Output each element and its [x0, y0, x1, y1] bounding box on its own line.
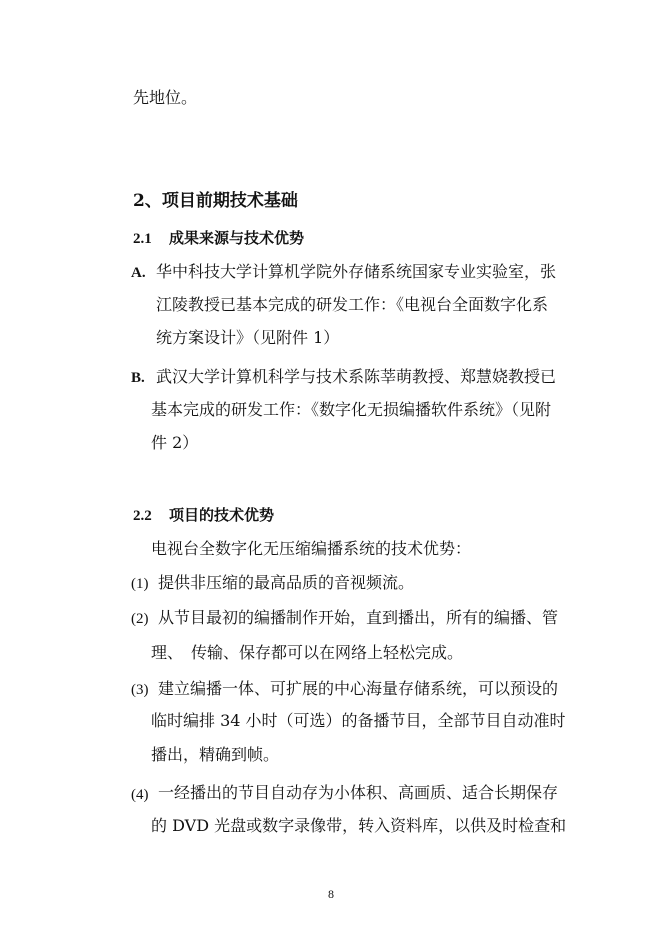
item-a-line-3: 统方案设计》（见附件 1） — [156, 328, 340, 347]
item-2-line-1: 从节目最初的编播制作开始，直到播出，所有的编播、管 — [158, 608, 559, 627]
item-4-line-1: 一经播出的节目自动存为小体积、高画质、适合长期保存 — [158, 783, 559, 802]
subsection-2-2-intro: 电视台全数字化无压缩编播系统的技术优势： — [151, 539, 472, 558]
section-heading: 2、项目前期技术基础 — [133, 191, 298, 211]
item-a-line-1: 华中科技大学计算机学院外存储系统国家专业实验室，张 — [156, 262, 557, 281]
subsection-title: 项目的技术优势 — [169, 506, 275, 524]
item-label-4: (4) — [131, 787, 149, 803]
item-3-line-3: 播出，精确到帧。 — [151, 745, 280, 764]
item-3-line-2: 临时编排 34 小时（可选）的备播节目，全部节目自动准时 — [151, 711, 566, 730]
page-number: 8 — [328, 887, 334, 901]
subsection-heading-2-2 — [133, 505, 274, 526]
item-label-b: B. — [131, 370, 145, 386]
item-label-1: (1) — [131, 576, 149, 592]
item-label-a: A. — [131, 265, 146, 281]
item-a-line-2: 江陵教授已基本完成的研发工作：《电视台全面数字化系 — [156, 295, 549, 314]
subsection-number: 2.1 — [133, 231, 152, 247]
item-b-line-2: 基本完成的研发工作：《数字化无损编播软件系统》（见附 — [151, 400, 552, 419]
subsection-number: 2.2 — [133, 508, 152, 524]
intro-line: 先地位。 — [133, 88, 198, 107]
subsection-heading-2-1 — [133, 228, 304, 249]
subsection-title: 成果来源与技术优势 — [169, 229, 305, 247]
item-b-line-3: 件 2） — [151, 433, 199, 452]
item-4-line-2: 的 DVD 光盘或数字录像带，转入资料库，以供及时检查和 — [151, 816, 567, 835]
item-3-line-1: 建立编播一体、可扩展的中心海量存储系统，可以预设的 — [158, 679, 559, 698]
item-label-3: (3) — [131, 682, 149, 698]
item-b-line-1: 武汉大学计算机科学与技术系陈莘萌教授、郑慧娆教授已 — [156, 367, 557, 386]
item-1-line-1: 提供非压缩的最高品质的音视频流。 — [158, 573, 415, 592]
item-2-line-2: 理、 传输、保存都可以在网络上轻松完成。 — [151, 643, 464, 662]
item-label-2: (2) — [131, 611, 149, 627]
